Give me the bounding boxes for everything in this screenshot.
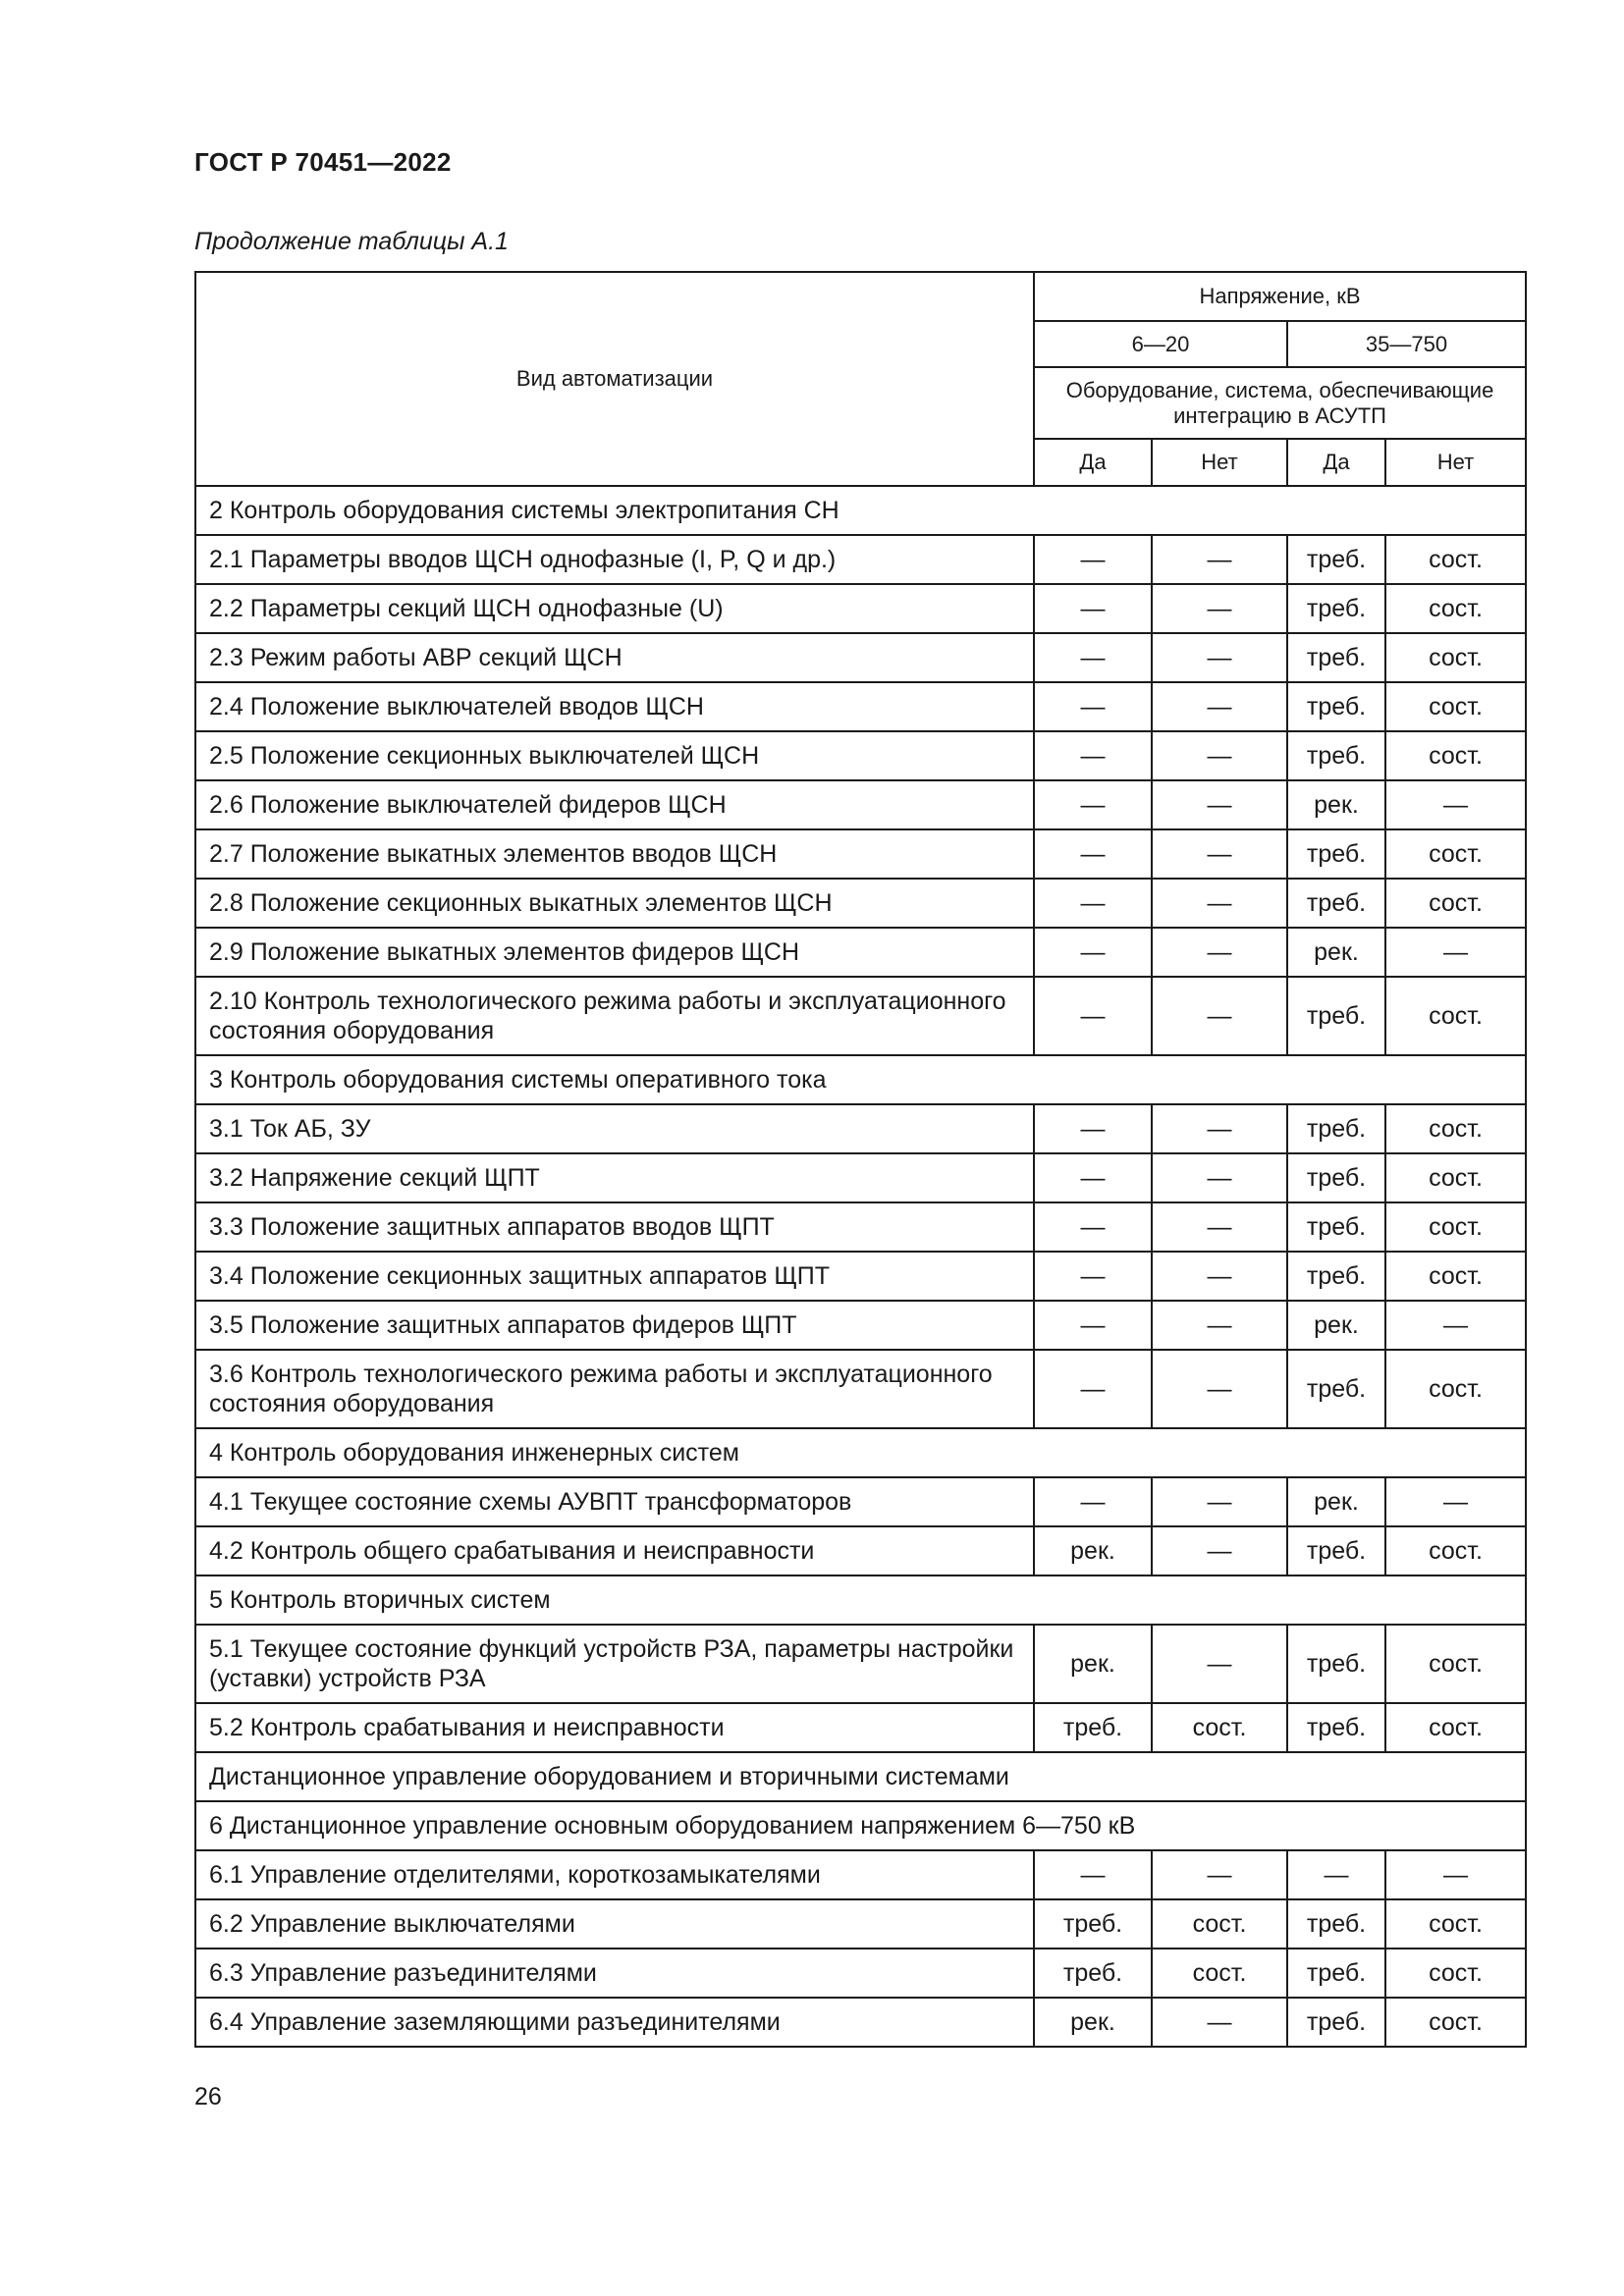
cell-6-20-yes: рек. (1034, 1998, 1152, 2047)
cell-35-750-yes: — (1287, 1850, 1385, 1899)
cell-35-750-yes: треб. (1287, 1526, 1385, 1575)
cell-6-20-yes: — (1034, 584, 1152, 633)
cell-35-750-no: сост. (1385, 1104, 1526, 1153)
row-label: 3.1 Ток АБ, ЗУ (195, 1104, 1034, 1153)
row-label: 4.2 Контроль общего срабатывания и неисправности (195, 1526, 1034, 1575)
row-label: 2.10 Контроль технологического режима работы и эксплуатационного состояния оборудования (195, 977, 1034, 1055)
automation-table (194, 271, 1527, 2048)
table-row (195, 1202, 1526, 1252)
cell-35-750-no: — (1385, 1301, 1526, 1350)
cell-6-20-no: сост. (1152, 1703, 1287, 1752)
cell-6-20-yes: — (1034, 928, 1152, 977)
row-label: 6.1 Управление отделителями, короткозамыкателями (195, 1850, 1034, 1899)
cell-35-750-no: сост. (1385, 1625, 1526, 1703)
cell-35-750-no: сост. (1385, 1703, 1526, 1752)
table-row (195, 1703, 1526, 1752)
header-row (195, 272, 1526, 321)
row-label: 3.2 Напряжение секций ЩПТ (195, 1153, 1034, 1202)
cell-6-20-no: — (1152, 1350, 1287, 1428)
cell-6-20-no: — (1152, 879, 1287, 928)
cell-35-750-yes: треб. (1287, 584, 1385, 633)
cell-6-20-yes: — (1034, 1252, 1152, 1301)
cell-35-750-no: сост. (1385, 829, 1526, 879)
cell-35-750-no: сост. (1385, 1998, 1526, 2047)
row-label: 2.8 Положение секционных выкатных элементов ЩСН (195, 879, 1034, 928)
table-row (195, 1104, 1526, 1153)
header-equipment: Оборудование, система, обеспечивающие интеграцию в АСУТП (1034, 367, 1526, 439)
section-label: 6 Дистанционное управление основным оборудованием напряжением 6—750 кВ (195, 1801, 1526, 1850)
document-title: ГОСТ Р 70451—2022 (194, 147, 452, 177)
cell-35-750-no: сост. (1385, 977, 1526, 1055)
cell-35-750-yes: треб. (1287, 1949, 1385, 1998)
cell-6-20-no: — (1152, 1477, 1287, 1526)
cell-35-750-yes: треб. (1287, 1104, 1385, 1153)
table-row (195, 1252, 1526, 1301)
row-label: 5.2 Контроль срабатывания и неисправности (195, 1703, 1034, 1752)
cell-35-750-yes: рек. (1287, 1477, 1385, 1526)
row-label: 3.3 Положение защитных аппаратов вводов ЩПТ (195, 1202, 1034, 1252)
cell-35-750-yes: рек. (1287, 1301, 1385, 1350)
cell-35-750-yes: треб. (1287, 1625, 1385, 1703)
cell-6-20-yes: рек. (1034, 1526, 1152, 1575)
row-label: 2.2 Параметры секций ЩСН однофазные (U) (195, 584, 1034, 633)
cell-6-20-no: — (1152, 780, 1287, 829)
cell-35-750-yes: треб. (1287, 1153, 1385, 1202)
table-caption: Продолжение таблицы А.1 (194, 228, 509, 255)
row-label: 3.4 Положение секционных защитных аппаратов ЩПТ (195, 1252, 1034, 1301)
cell-6-20-no: — (1152, 977, 1287, 1055)
cell-35-750-yes: треб. (1287, 977, 1385, 1055)
header-automation-type: Вид автоматизации (195, 272, 1034, 486)
cell-6-20-no: — (1152, 1153, 1287, 1202)
cell-6-20-yes: — (1034, 535, 1152, 584)
cell-6-20-yes: — (1034, 1477, 1152, 1526)
cell-6-20-no: — (1152, 1104, 1287, 1153)
cell-35-750-yes: треб. (1287, 1899, 1385, 1949)
cell-35-750-yes: рек. (1287, 928, 1385, 977)
section-label: 4 Контроль оборудования инженерных систем (195, 1428, 1526, 1477)
header-voltage: Напряжение, кВ (1034, 272, 1526, 321)
table-row (195, 1153, 1526, 1202)
header-no: Нет (1385, 439, 1526, 486)
cell-6-20-yes: — (1034, 780, 1152, 829)
cell-6-20-yes: — (1034, 1301, 1152, 1350)
cell-6-20-yes: — (1034, 731, 1152, 780)
cell-6-20-no: — (1152, 1252, 1287, 1301)
cell-35-750-yes: треб. (1287, 879, 1385, 928)
cell-35-750-yes: треб. (1287, 731, 1385, 780)
table-row (195, 879, 1526, 928)
cell-6-20-no: — (1152, 829, 1287, 879)
cell-6-20-yes: — (1034, 1153, 1152, 1202)
cell-6-20-no: — (1152, 584, 1287, 633)
table-row (195, 1526, 1526, 1575)
table-row (195, 1899, 1526, 1949)
table-row (195, 780, 1526, 829)
table-row (195, 682, 1526, 731)
cell-35-750-no: — (1385, 1850, 1526, 1899)
cell-35-750-no: сост. (1385, 1252, 1526, 1301)
row-label: 2.7 Положение выкатных элементов вводов ЩСН (195, 829, 1034, 879)
cell-6-20-yes: — (1034, 1350, 1152, 1428)
cell-35-750-yes: треб. (1287, 1350, 1385, 1428)
row-label: 4.1 Текущее состояние схемы АУВПТ трансформаторов (195, 1477, 1034, 1526)
table-row (195, 1350, 1526, 1428)
cell-6-20-no: — (1152, 682, 1287, 731)
table-row (195, 1949, 1526, 1998)
cell-6-20-no: — (1152, 1625, 1287, 1703)
cell-35-750-no: сост. (1385, 879, 1526, 928)
table-row (195, 535, 1526, 584)
table-row (195, 829, 1526, 879)
row-label: 3.5 Положение защитных аппаратов фидеров ЩПТ (195, 1301, 1034, 1350)
row-label: 3.6 Контроль технологического режима работы и эксплуатационного состояния оборудования (195, 1350, 1034, 1428)
table-row (195, 977, 1526, 1055)
row-label: 2.6 Положение выключателей фидеров ЩСН (195, 780, 1034, 829)
table-row (195, 928, 1526, 977)
header-yes: Да (1034, 439, 1152, 486)
cell-6-20-yes: — (1034, 1104, 1152, 1153)
cell-6-20-yes: — (1034, 1850, 1152, 1899)
cell-6-20-no: — (1152, 928, 1287, 977)
table-row (195, 1850, 1526, 1899)
section-row (195, 486, 1526, 535)
cell-35-750-no: сост. (1385, 1949, 1526, 1998)
cell-6-20-yes: рек. (1034, 1625, 1152, 1703)
cell-6-20-yes: треб. (1034, 1703, 1152, 1752)
cell-6-20-no: — (1152, 731, 1287, 780)
cell-6-20-yes: — (1034, 633, 1152, 682)
header-yes: Да (1287, 439, 1385, 486)
cell-35-750-yes: треб. (1287, 535, 1385, 584)
cell-6-20-no: — (1152, 633, 1287, 682)
section-row (195, 1801, 1526, 1850)
table-body (195, 272, 1526, 2047)
header-range-35-750: 35—750 (1287, 321, 1526, 367)
cell-35-750-yes: треб. (1287, 1703, 1385, 1752)
cell-6-20-yes: — (1034, 1202, 1152, 1252)
cell-6-20-yes: — (1034, 682, 1152, 731)
cell-35-750-yes: треб. (1287, 633, 1385, 682)
cell-35-750-no: сост. (1385, 1899, 1526, 1949)
section-row (195, 1752, 1526, 1801)
cell-6-20-no: — (1152, 1301, 1287, 1350)
cell-6-20-no: — (1152, 1998, 1287, 2047)
table-row (195, 1301, 1526, 1350)
cell-6-20-no: — (1152, 535, 1287, 584)
row-label: 6.2 Управление выключателями (195, 1899, 1034, 1949)
cell-6-20-no: — (1152, 1526, 1287, 1575)
cell-35-750-no: сост. (1385, 633, 1526, 682)
cell-35-750-yes: треб. (1287, 829, 1385, 879)
table-row (195, 1477, 1526, 1526)
cell-35-750-no: сост. (1385, 1526, 1526, 1575)
page-number: 26 (194, 2083, 222, 2110)
cell-35-750-yes: треб. (1287, 1202, 1385, 1252)
section-row (195, 1428, 1526, 1477)
header-range-6-20: 6—20 (1034, 321, 1287, 367)
header-no: Нет (1152, 439, 1287, 486)
cell-6-20-yes: треб. (1034, 1899, 1152, 1949)
row-label: 2.1 Параметры вводов ЩСН однофазные (I, P, Q и др.) (195, 535, 1034, 584)
cell-6-20-no: сост. (1152, 1899, 1287, 1949)
row-label: 6.4 Управление заземляющими разъединителями (195, 1998, 1034, 2047)
row-label: 2.5 Положение секционных выключателей ЩСН (195, 731, 1034, 780)
row-label: 5.1 Текущее состояние функций устройств РЗА, параметры настройки (уставки) устройств РЗА (195, 1625, 1034, 1703)
cell-35-750-no: сост. (1385, 1202, 1526, 1252)
section-row (195, 1055, 1526, 1104)
row-label: 6.3 Управление разъединителями (195, 1949, 1034, 1998)
cell-35-750-no: сост. (1385, 535, 1526, 584)
section-label: Дистанционное управление оборудованием и вторичными системами (195, 1752, 1526, 1801)
cell-6-20-no: — (1152, 1850, 1287, 1899)
cell-6-20-yes: — (1034, 879, 1152, 928)
row-label: 2.4 Положение выключателей вводов ЩСН (195, 682, 1034, 731)
cell-35-750-no: сост. (1385, 1350, 1526, 1428)
section-label: 5 Контроль вторичных систем (195, 1575, 1526, 1625)
cell-35-750-yes: треб. (1287, 1998, 1385, 2047)
cell-35-750-no: сост. (1385, 1153, 1526, 1202)
cell-35-750-no: — (1385, 1477, 1526, 1526)
cell-35-750-no: — (1385, 780, 1526, 829)
cell-6-20-no: сост. (1152, 1949, 1287, 1998)
cell-6-20-yes: треб. (1034, 1949, 1152, 1998)
section-label: 3 Контроль оборудования системы оперативного тока (195, 1055, 1526, 1104)
cell-35-750-yes: рек. (1287, 780, 1385, 829)
table-row (195, 584, 1526, 633)
cell-35-750-no: сост. (1385, 584, 1526, 633)
section-row (195, 1575, 1526, 1625)
table-row (195, 731, 1526, 780)
cell-35-750-no: сост. (1385, 731, 1526, 780)
table-row (195, 633, 1526, 682)
table-row (195, 1998, 1526, 2047)
cell-6-20-no: — (1152, 1202, 1287, 1252)
cell-35-750-yes: треб. (1287, 682, 1385, 731)
row-label: 2.3 Режим работы АВР секций ЩСН (195, 633, 1034, 682)
cell-35-750-no: сост. (1385, 682, 1526, 731)
table-row (195, 1625, 1526, 1703)
section-label: 2 Контроль оборудования системы электропитания СН (195, 486, 1526, 535)
cell-35-750-no: — (1385, 928, 1526, 977)
cell-35-750-yes: треб. (1287, 1252, 1385, 1301)
cell-6-20-yes: — (1034, 829, 1152, 879)
cell-6-20-yes: — (1034, 977, 1152, 1055)
row-label: 2.9 Положение выкатных элементов фидеров ЩСН (195, 928, 1034, 977)
